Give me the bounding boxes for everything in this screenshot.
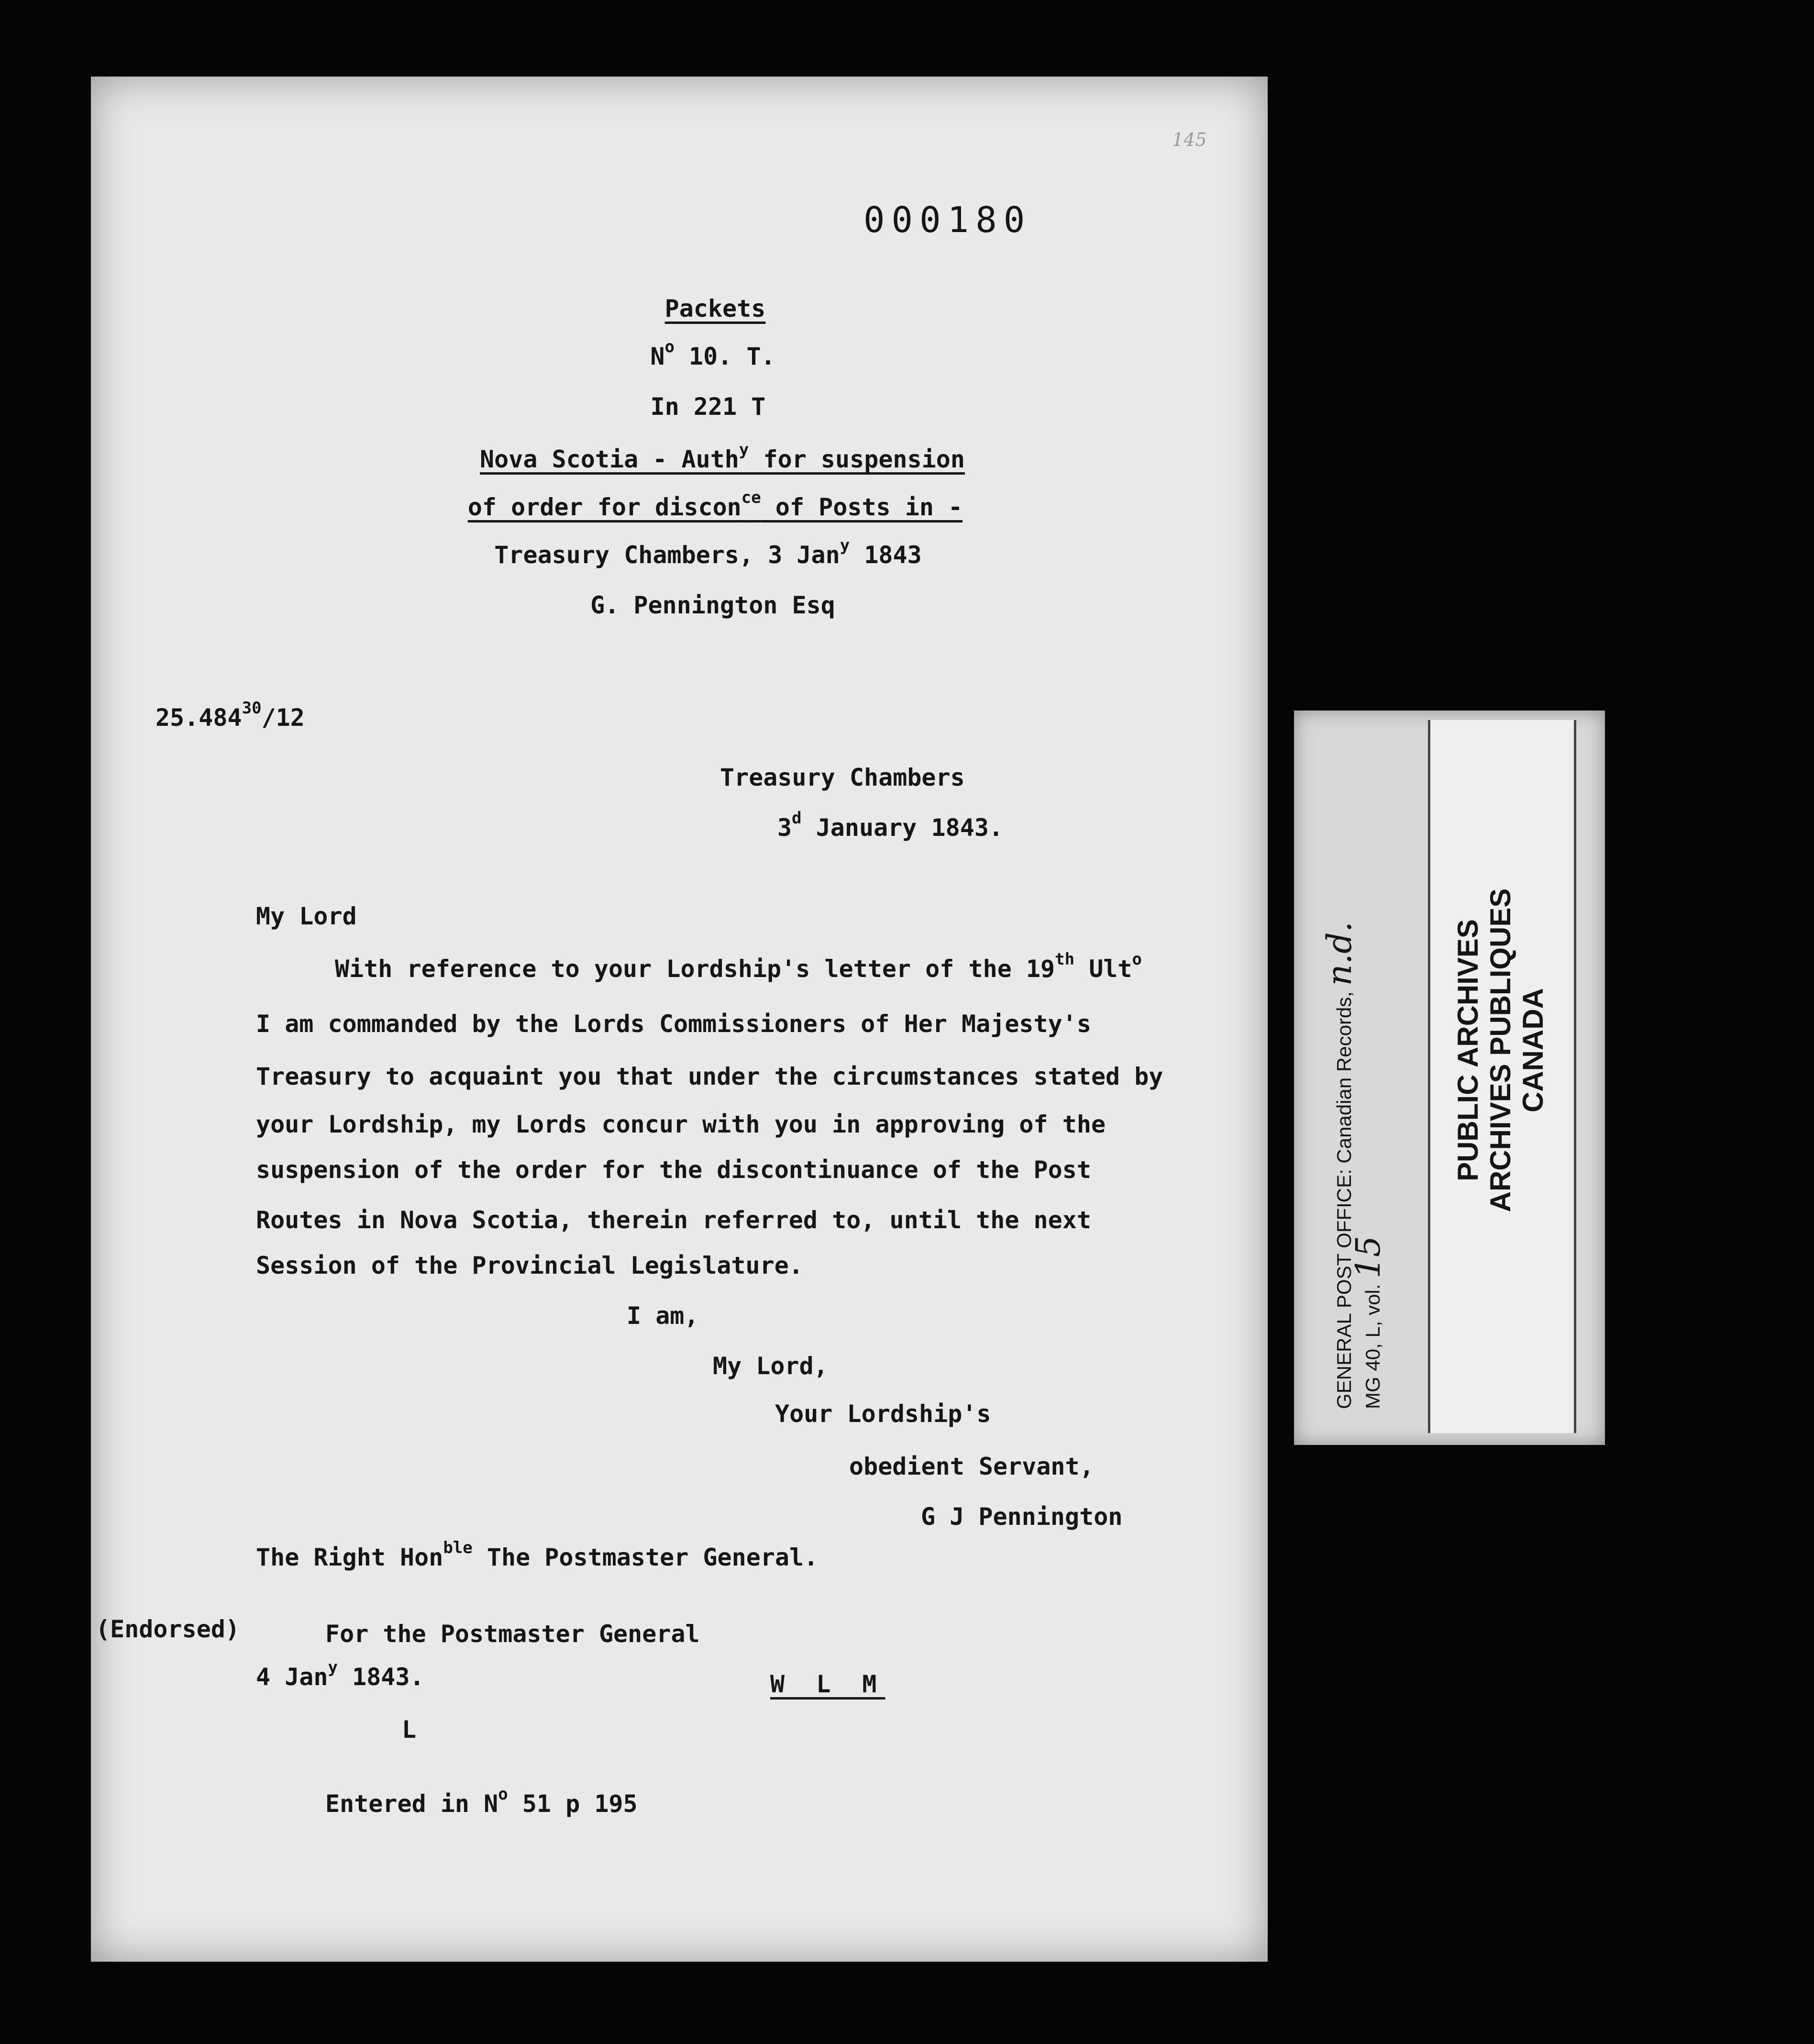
entered-note: Entered in $N^o$ 51 p 195 <box>325 1785 638 1818</box>
heading-subject-line2: of order for discon$^{ce}$ of Posts in - <box>467 488 963 521</box>
heading-in-ref: In 221 T <box>650 393 766 421</box>
endorsement-line: For the Postmaster General <box>325 1620 700 1648</box>
letter-date: 3$^d$ January 1843. <box>777 809 1004 842</box>
closing-line: I am, <box>627 1302 699 1330</box>
closing-line: Your Lordship's <box>775 1400 991 1428</box>
archive-label-line1: GENERAL POST OFFICE: Canadian Records, n.d. <box>1320 921 1359 1409</box>
archive-label <box>1294 711 1605 1445</box>
folio-pencil-mark: 145 <box>1172 129 1207 150</box>
body-line: With reference to your Lordship's letter of the 19th Ult$^o$ <box>335 950 1142 983</box>
heading-origin: Treasury Chambers, 3 Jan$^y$ 1843 <box>494 536 922 569</box>
archive-stamp-text: PUBLIC ARCHIVES ARCHIVES PUBLIQUES CANADA <box>1452 888 1549 1212</box>
salutation: My Lord <box>256 902 357 930</box>
letter-address: Treasury Chambers <box>720 764 965 791</box>
closing-line: My Lord, <box>713 1352 828 1380</box>
reference-number: 25.484$^{30}$/12 <box>155 699 305 732</box>
heading-number: $N^o$ 10. T. <box>650 337 775 370</box>
archive-label-line2: MG 40, L, vol. 15 <box>1349 1235 1388 1409</box>
closing-line: obedient Servant, <box>849 1453 1094 1480</box>
body-line: I am commanded by the Lords Commissioners of Her Majesty's <box>256 1010 1091 1038</box>
body-line: suspension of the order for the discontinuance of the Post <box>256 1156 1091 1184</box>
stamp-number: 000180 <box>863 200 1032 241</box>
body-line: your Lordship, my Lords concur with you in approving of the <box>256 1111 1106 1138</box>
body-line: Treasury to acquaint you that under the circumstances stated by <box>256 1063 1163 1090</box>
endorsement-letter: L <box>402 1716 417 1744</box>
heading-packets: Packets <box>664 295 766 322</box>
recipient-line: The Right Hon$^{ble}$ The Postmaster General. <box>256 1538 819 1571</box>
heading-sender: G. Pennington Esq <box>590 591 835 619</box>
heading-subject-line1: Nova Scotia - Auth$^y$ for suspension <box>480 440 965 473</box>
body-line: Session of the Provincial Legislature. <box>256 1252 803 1279</box>
signature-name: G J Pennington <box>921 1503 1123 1531</box>
endorsed-label: (Endorsed) <box>96 1615 240 1643</box>
body-line: Routes in Nova Scotia, therein referred to, until the next <box>256 1206 1091 1234</box>
endorsement-date: 4 Jan$^y$ 1843. <box>256 1658 424 1691</box>
endorsement-initials: W L M <box>770 1670 885 1698</box>
